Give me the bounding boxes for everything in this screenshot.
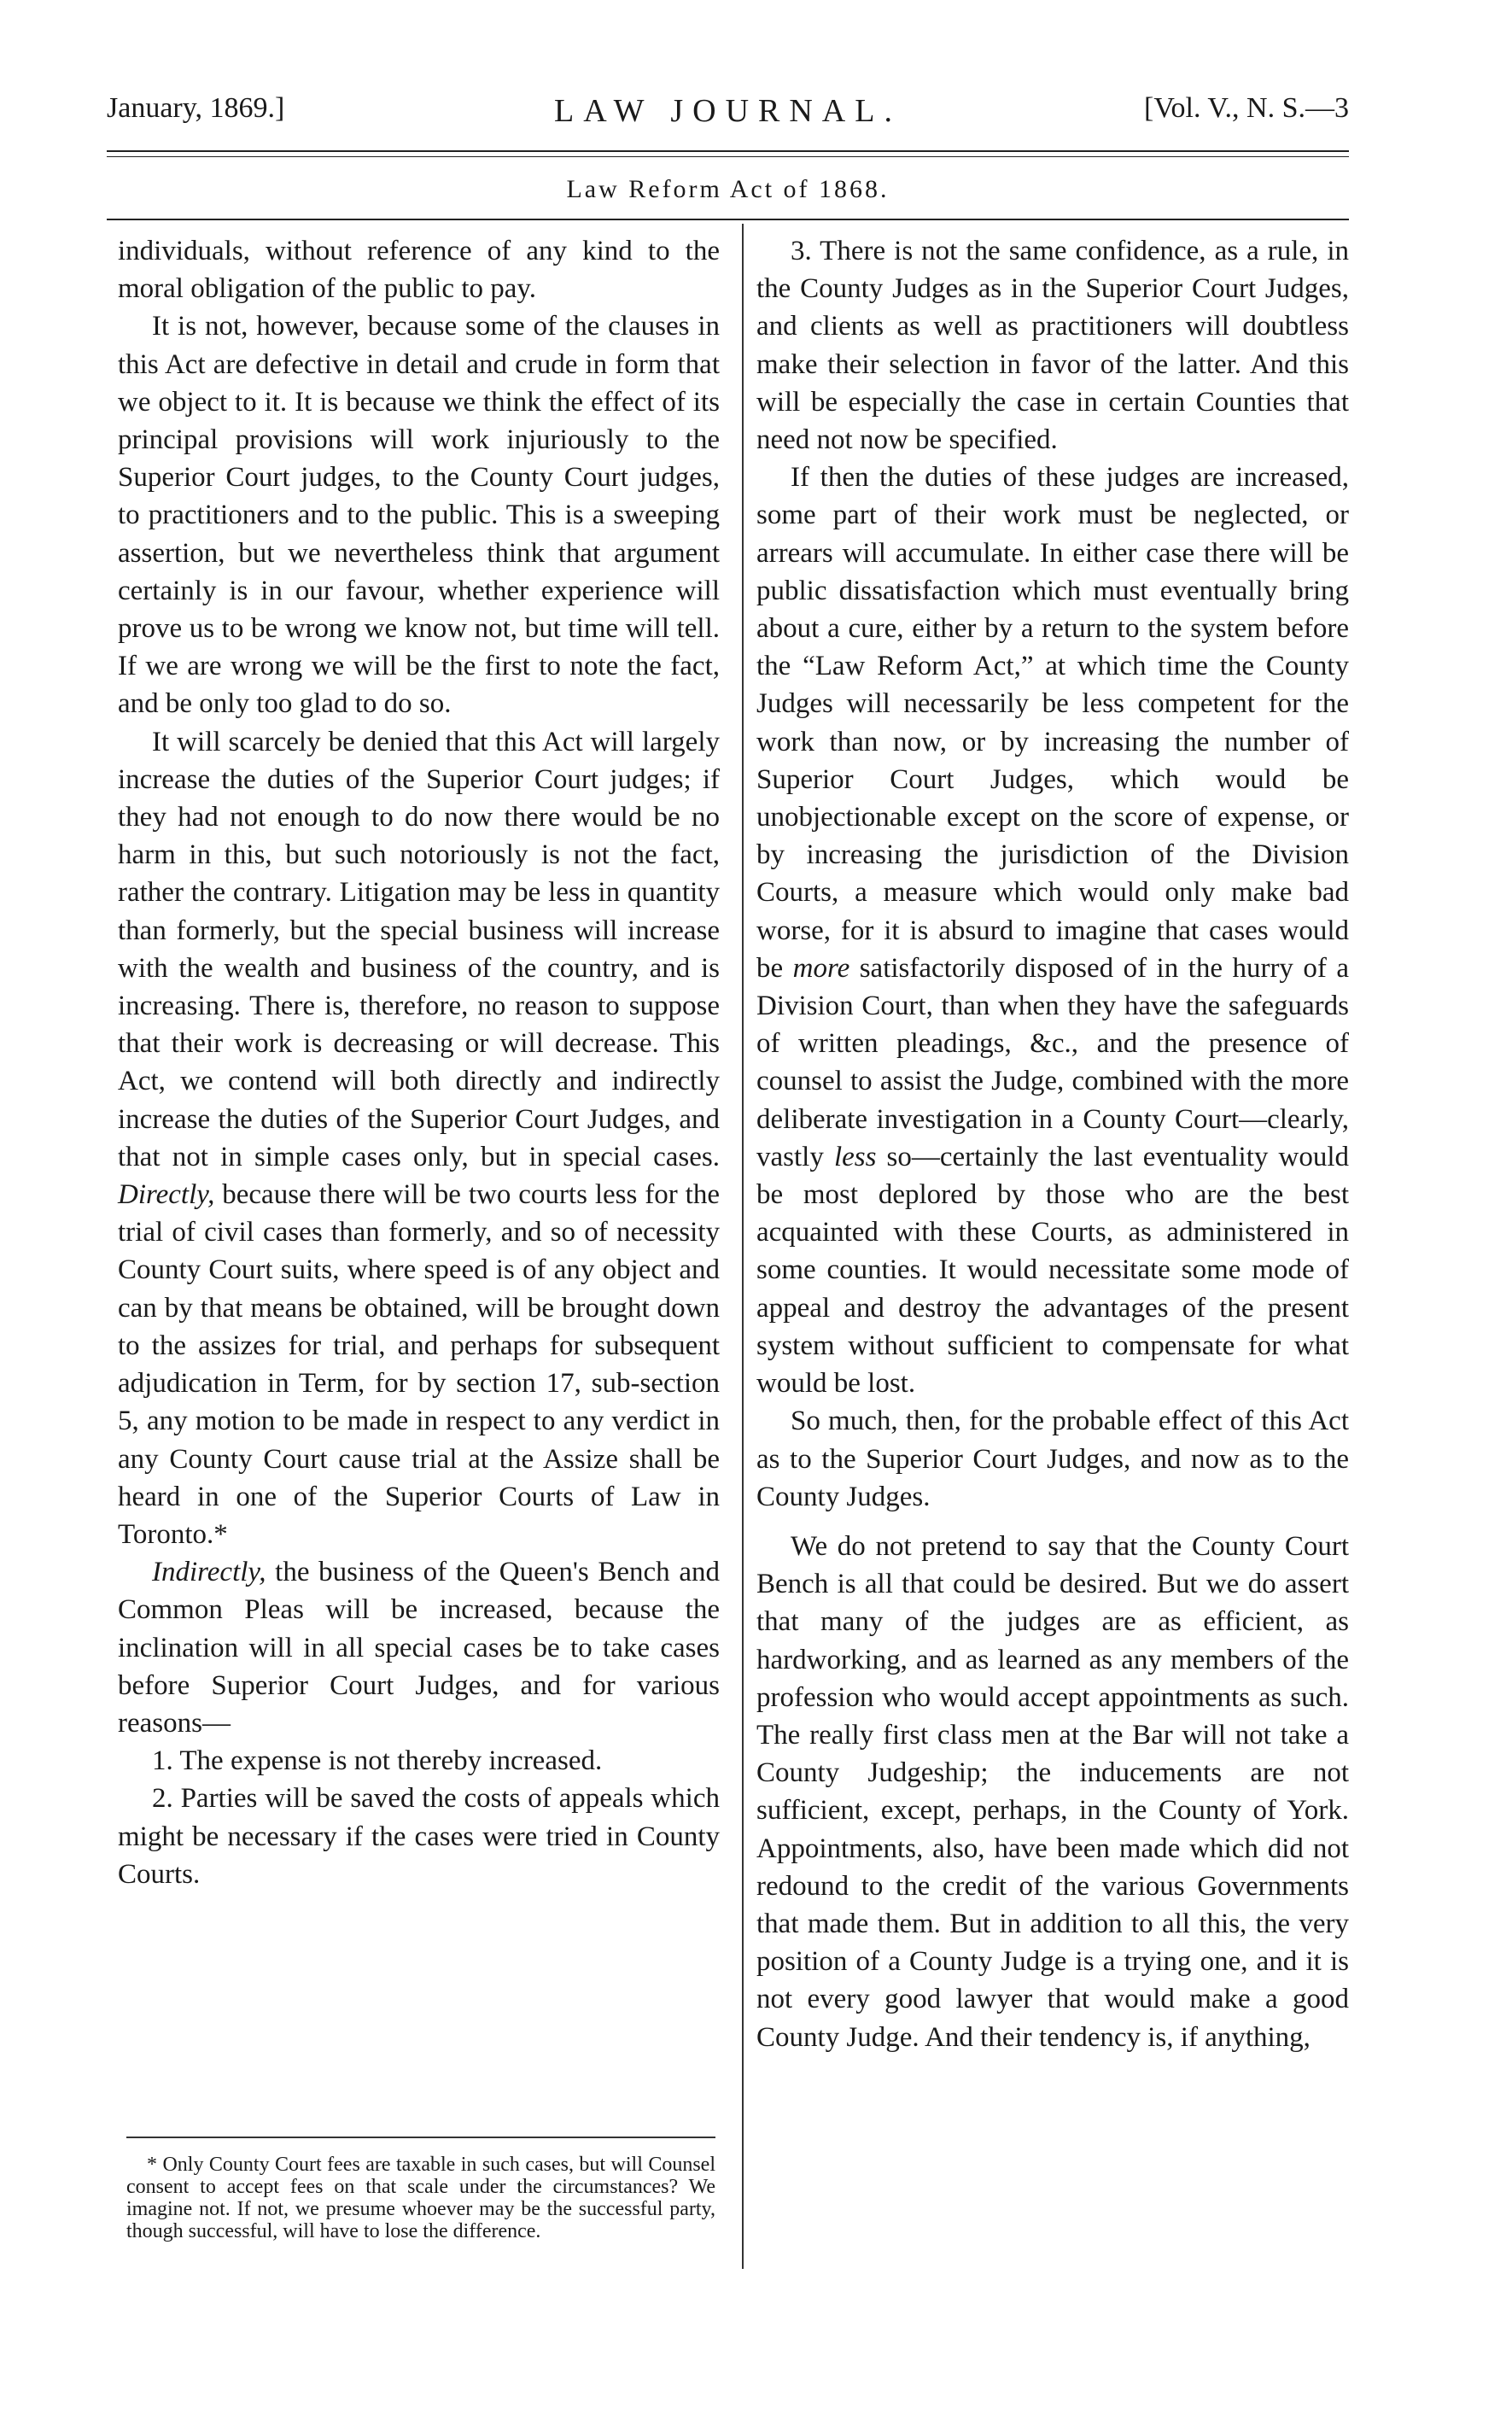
right-column	[756, 232, 1349, 2056]
running-header	[107, 92, 1349, 143]
footnote: * Only County Court fees are taxable in such cases, but will Counsel consent to accept fees on that scale under the circumstances? We imagine not. If not, we presume whoever may be the successful party, though successful, will have to lose the difference.	[126, 2154, 715, 2242]
header-date: January, 1869.]	[107, 92, 285, 124]
paragraph	[756, 459, 1349, 1402]
header-journal-title: LAW JOURNAL.	[554, 93, 902, 129]
paragraph: We do not pretend to say that the County Court Bench is all that could be desired. But we do assert that many of the judges are as efficient, as hardworking, and as learned as any members of the profession who would accept appointments as such. The really first class men at the Bar will not take a County Judgeship; the inducements are not sufficient, except, perhaps, in the County of York. Appointments, also, have been made which did not redound to the credit of the various Governments that made them. But in addition to all this, the very position of a County Judge is a trying one, and it is not every good lawyer that would make a good County Judge. And their tendency is, if anything,	[756, 1530, 1349, 2053]
paragraph-text: It will scarcely be denied that this Act will largely increase the duties of the Superior Court judges; if they had not enough to do now there would be no harm in this, but such notoriously is not the fact, rather the contrary. Litigation may be less in quantity than formerly, but the special business will increase with the wealth and business of the country, and is increasing. There is, therefore, no reason to suppose that their work is decreasing or will decrease. This Act, we contend will both directly and indirectly increase the duties of the Superior Court Judges, and that not in simple cases only, but in special cases.	[118, 726, 720, 1172]
emphasis: less	[833, 1141, 877, 1172]
column-divider	[742, 224, 744, 2269]
paragraph	[118, 1553, 720, 1742]
left-column	[118, 232, 720, 1893]
paragraph-text: satisfactorily disposed of in the hurry of a Division Court, than when they have the safeguards of written pleadings, &c., and the presence of counsel to assist the Judge, combined with the more deliberate investigation in a County Court—clearly, vastly	[756, 952, 1349, 1172]
footnote-rule	[126, 2137, 715, 2138]
paragraph: 2. Parties will be saved the costs of appeals which might be necessary if the cases were tried in County Courts.	[118, 1783, 720, 1890]
paragraph-text: because there will be two courts less for the trial of civil cases than formerly, and so of necessity County Court suits, where speed is of any object and can by that means be obtained, will be brought down to the assizes for trial, and perhaps for subsequent adjudication in Term, for by section 17, sub-section 5, any motion to be made in respect to any verdict in any County Court cause trial at the Assize shall be heard in one of the Superior Courts of Law in Toronto.*	[118, 1179, 721, 1550]
paragraph-text: If then the duties of these judges are increased, some part of their work must be neglected, or arrears will accumulate. In either case there will be public dissatisfaction which must eventually bring about a cure, either by a return to the system before the “Law Reform Act,” at which time the County Judges will necessarily be less competent for the work than now, or by increasing the number of Superior Court Judges, which would be unobjectionable except on the score of expense, or by increasing the jurisdiction of the Division Courts, a measure which would only make bad worse, for it is absurd to imagine that cases would be	[756, 462, 1349, 984]
paragraph-text: the business of the Queen's Bench and Common Pleas will be increased, because the inclination will in all special cases be to take cases before Superior Court Judges, and for various reasons—	[118, 1557, 721, 1739]
header-double-rule	[107, 150, 1349, 157]
paragraph-text: so—certainly the last eventuality would be most deplored by those who are the best acquainted with these Courts, as administered in some counties. It would necessitate some mode of appeal and destroy the advantages of the present system without sufficient to compensate for what would be lost.	[756, 1141, 1349, 1400]
paragraph: individuals, without reference of any kind to the moral obligation of the public to pay.	[118, 236, 720, 305]
title-rule	[107, 219, 1349, 220]
paragraph: It is not, however, because some of the clauses in this Act are defective in detail and crude in form that we object to it. It is because we think the effect of its principal provisions will work injuriously to the Superior Court judges, to the County Court judges, to practitioners and to the public. This is a sweeping assertion, but we nevertheless think that argument certainly is in our favour, whether experience will prove us to be wrong we know not, but time will tell. If we are wrong we will be the first to note the fact, and be only too glad to do so.	[118, 311, 720, 720]
emphasis: Indirectly,	[152, 1557, 266, 1588]
emphasis: Directly,	[118, 1179, 215, 1211]
paragraph: So much, then, for the probable effect of this Act as to the Superior Court Judges, and now as to the County Judges.	[756, 1406, 1349, 1512]
paragraph: 1. The expense is not thereby increased.	[152, 1745, 603, 1777]
header-volume: [Vol. V., N. S.—3	[1144, 92, 1349, 124]
paragraph	[118, 723, 720, 1553]
emphasis: more	[792, 952, 850, 984]
paragraph: 3. There is not the same confidence, as a rule, in the County Judges as in the Superior Court Judges, and clients as well as practitioners will doubtless make their selection in favor of the latter. And this will be especially the case in certain Counties that need not now be specified.	[756, 236, 1349, 456]
article-title: Law Reform Act of 1868.	[566, 175, 890, 203]
